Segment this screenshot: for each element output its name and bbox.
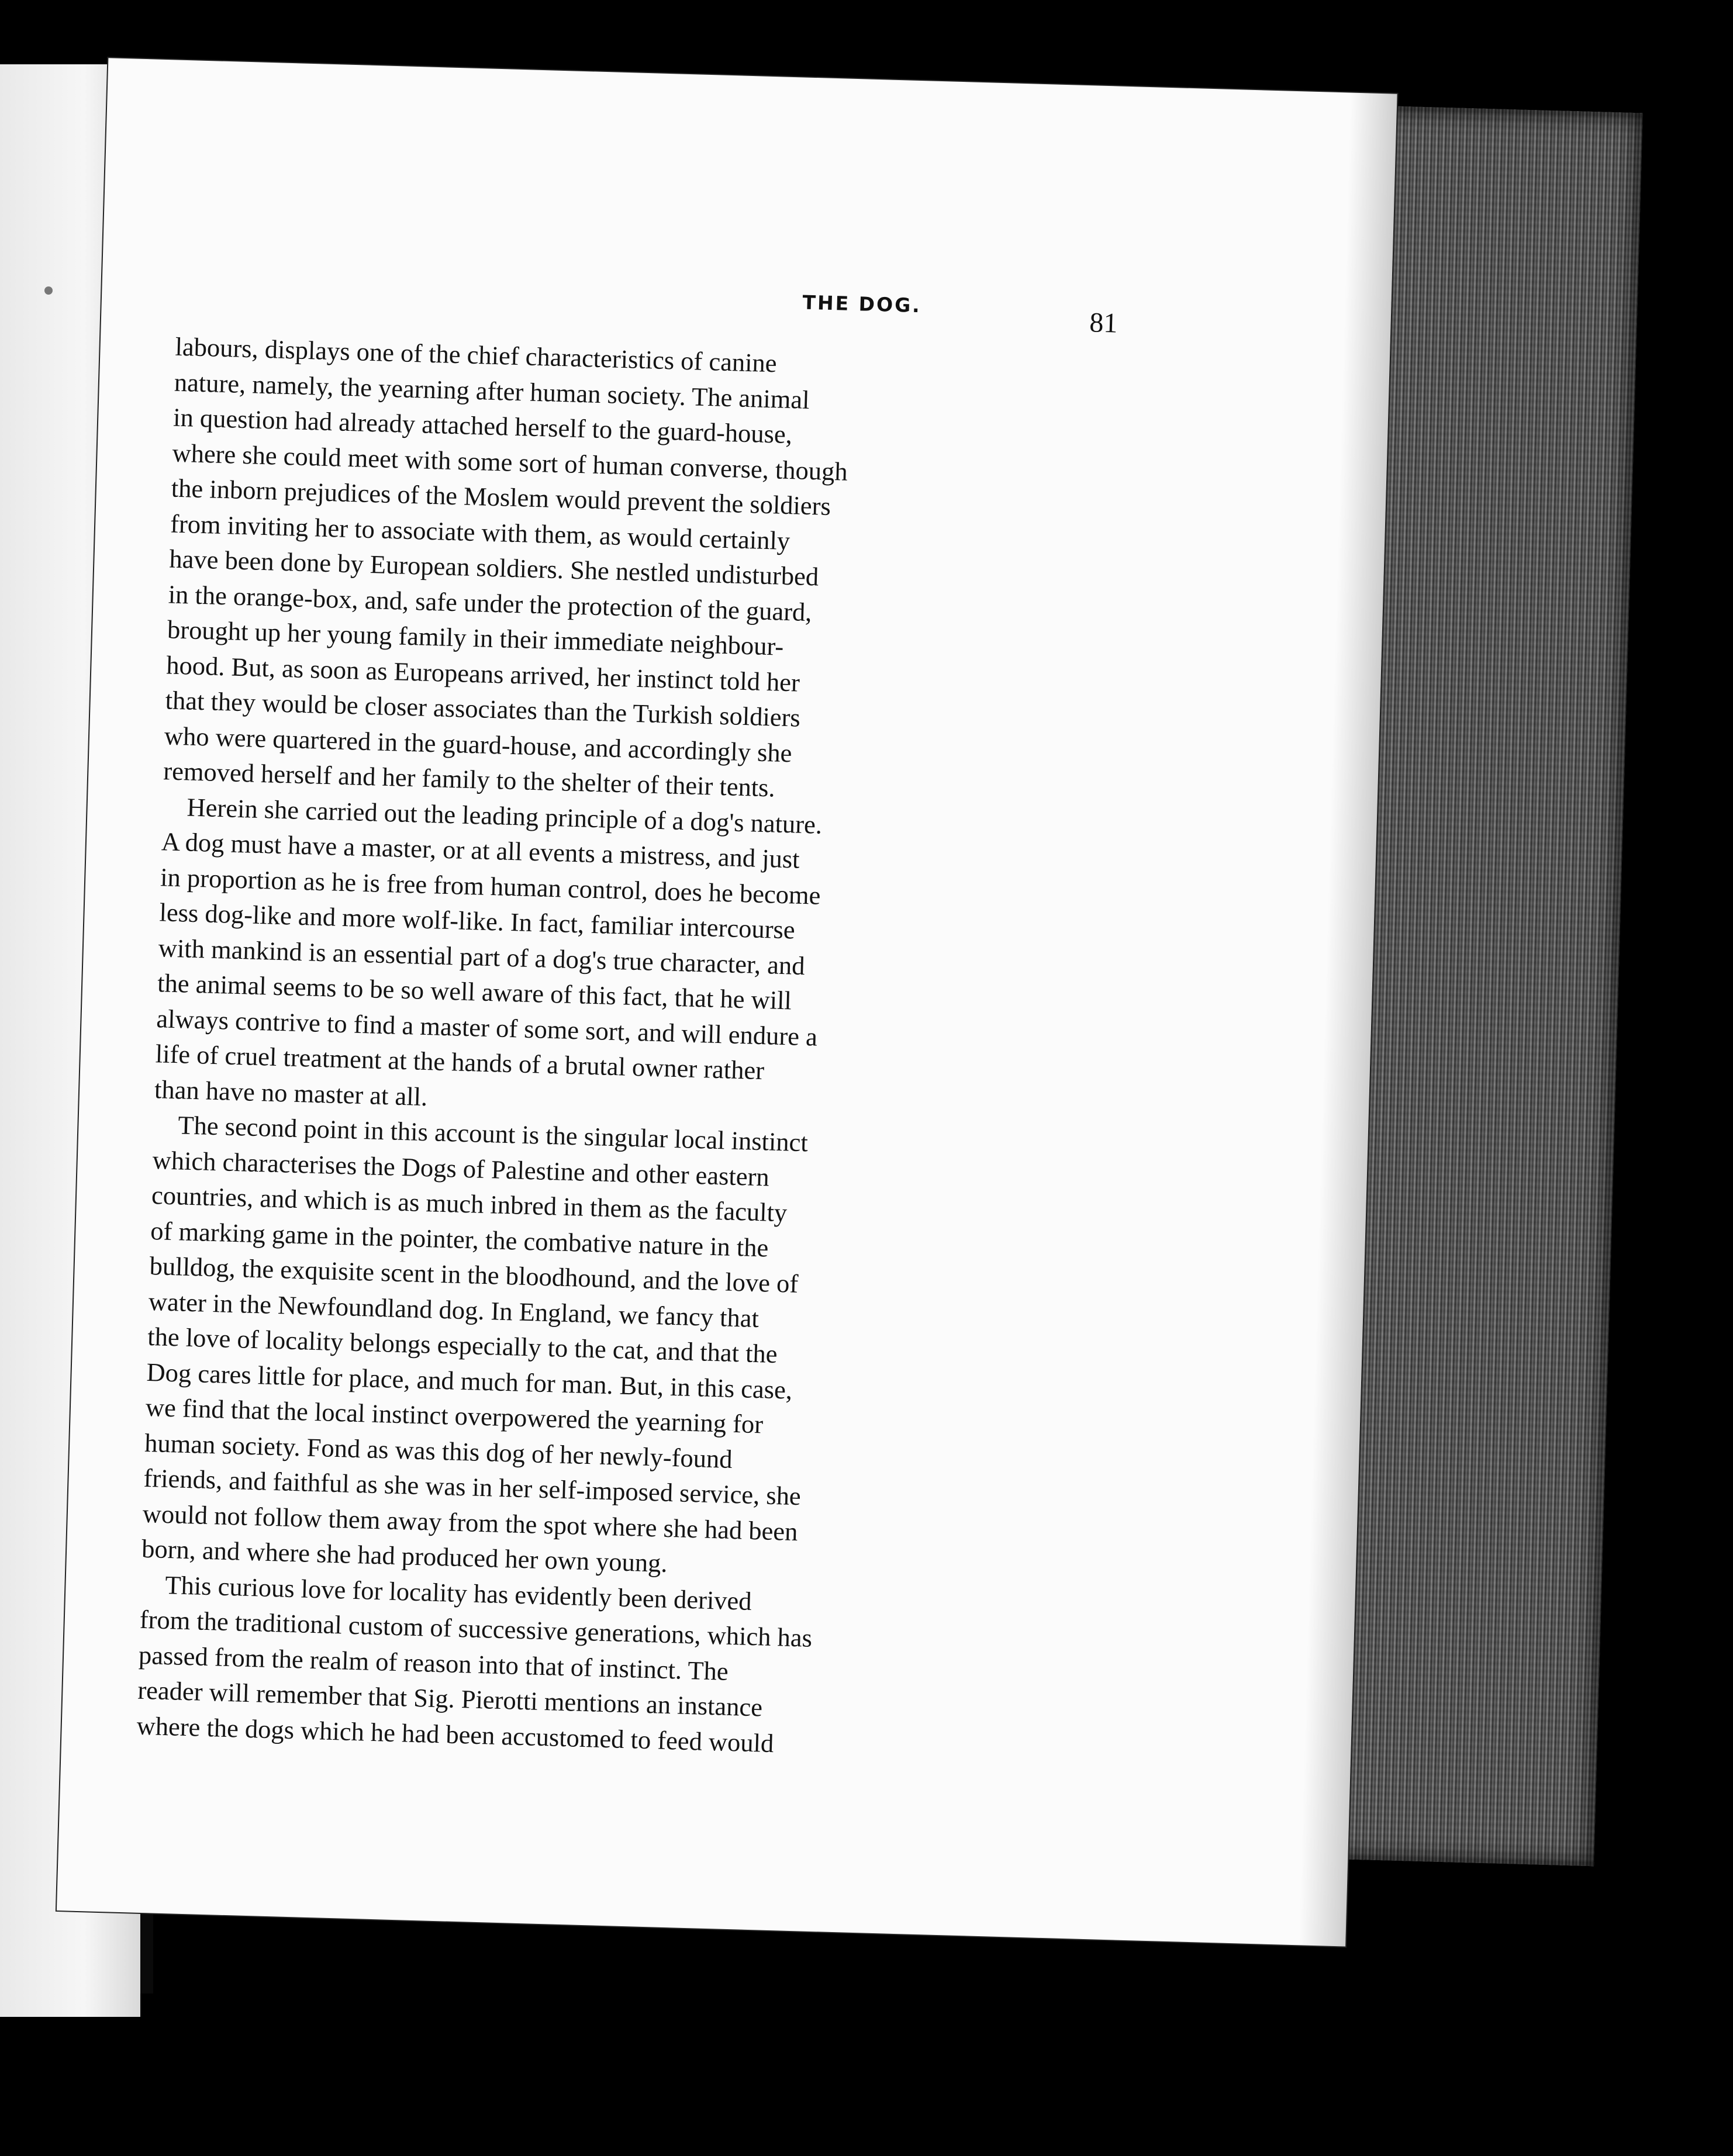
text-line: countries, and which is as much inbred in them as the faculty [151, 1180, 788, 1228]
text-line: which characterises the Dogs of Palestine and other eastern [152, 1145, 770, 1192]
text-line: brought up her young family in their immediate neighbour- [167, 614, 784, 661]
text-line: always contrive to find a master of some sort, and will endure a [156, 1003, 818, 1052]
text-line: would not follow them away from the spot where she had been [142, 1498, 799, 1546]
text-line: less dog-like and more wolf-like. In fact, familiar intercourse [158, 897, 796, 945]
text-line: hood. But, as soon as Europeans arrived, her instinct told her [165, 649, 800, 697]
text-line: bulldog, the exquisite scent in the bloodhound, and the love of [149, 1250, 799, 1298]
text-line: the inborn prejudices of the Moslem would prevent the soldiers [171, 473, 831, 521]
text-line: we find that the local instinct overpowered the yearning for [145, 1392, 764, 1439]
text-line: the love of locality belongs especially to the cat, and that the [147, 1321, 778, 1369]
text-line: reader will remember that Sig. Pierotti mentions an instance [137, 1675, 763, 1722]
text-line: passed from the realm of reason into that of instinct. The [138, 1640, 729, 1686]
text-line: removed herself and her family to the shelter of their tents. [163, 756, 776, 803]
page-number: 81 [1089, 307, 1118, 339]
text-line: of marking game in the pointer, the combative nature in the [150, 1215, 769, 1263]
text-line: human society. Fond as was this dog of her newly-found [144, 1428, 733, 1474]
text-line: the animal seems to be so well aware of this fact, that he will [157, 968, 792, 1015]
text-line: with mankind is an essential part of a dog's true character, and [158, 932, 806, 980]
text-line: The second point in this account is the singular local instinct [177, 1110, 809, 1158]
text-line: than have no master at all. [154, 1074, 428, 1111]
running-head: THE DOG. [802, 291, 922, 317]
text-line: friends, and faithful as she was in her self-imposed service, she [143, 1463, 802, 1511]
text-line: that they would be closer associates than the Turkish soldiers [165, 685, 801, 733]
text-line: in proportion as he is free from human control, does he become [160, 862, 821, 910]
text-line: water in the Newfoundland dog. In England, we fancy that [148, 1286, 760, 1333]
text-line: labours, displays one of the chief characteristics of canine [175, 331, 778, 378]
text-line: Dog cares little for place, and much for man. But, in this case, [146, 1357, 793, 1405]
text-line: born, and where she had produced her own young. [141, 1533, 668, 1578]
text-line: This curious love for locality has evidently been derived [164, 1570, 752, 1616]
text-line: Herein she carried out the leading principle of a dog's nature. [187, 792, 823, 839]
text-line: from inviting her to associate with them, as would certainly [170, 508, 790, 555]
text-line: in the orange-box, and, safe under the protection of the guard, [168, 579, 813, 627]
text-line: in question had already attached herself to the guard-house, [172, 402, 793, 450]
book-page [57, 58, 1397, 1946]
text-line: who were quartered in the guard-house, and accordingly she [164, 720, 793, 768]
page-speck [44, 286, 53, 295]
text-line: nature, namely, the yearning after human society. The animal [174, 367, 810, 414]
text-line: A dog must have a master, or at all events a mistress, and just [161, 827, 800, 874]
text-line: have been done by European soldiers. She nestled undisturbed [168, 544, 819, 592]
text-line: where she could meet with some sort of human converse, though [171, 438, 848, 486]
body-text [136, 329, 971, 1765]
text-line: from the traditional custom of successive generations, which has [139, 1604, 813, 1653]
text-line: where the dogs which he had been accustomed to feed would [136, 1711, 774, 1758]
text-line: life of cruel treatment at the hands of a brutal owner rather [155, 1039, 765, 1086]
